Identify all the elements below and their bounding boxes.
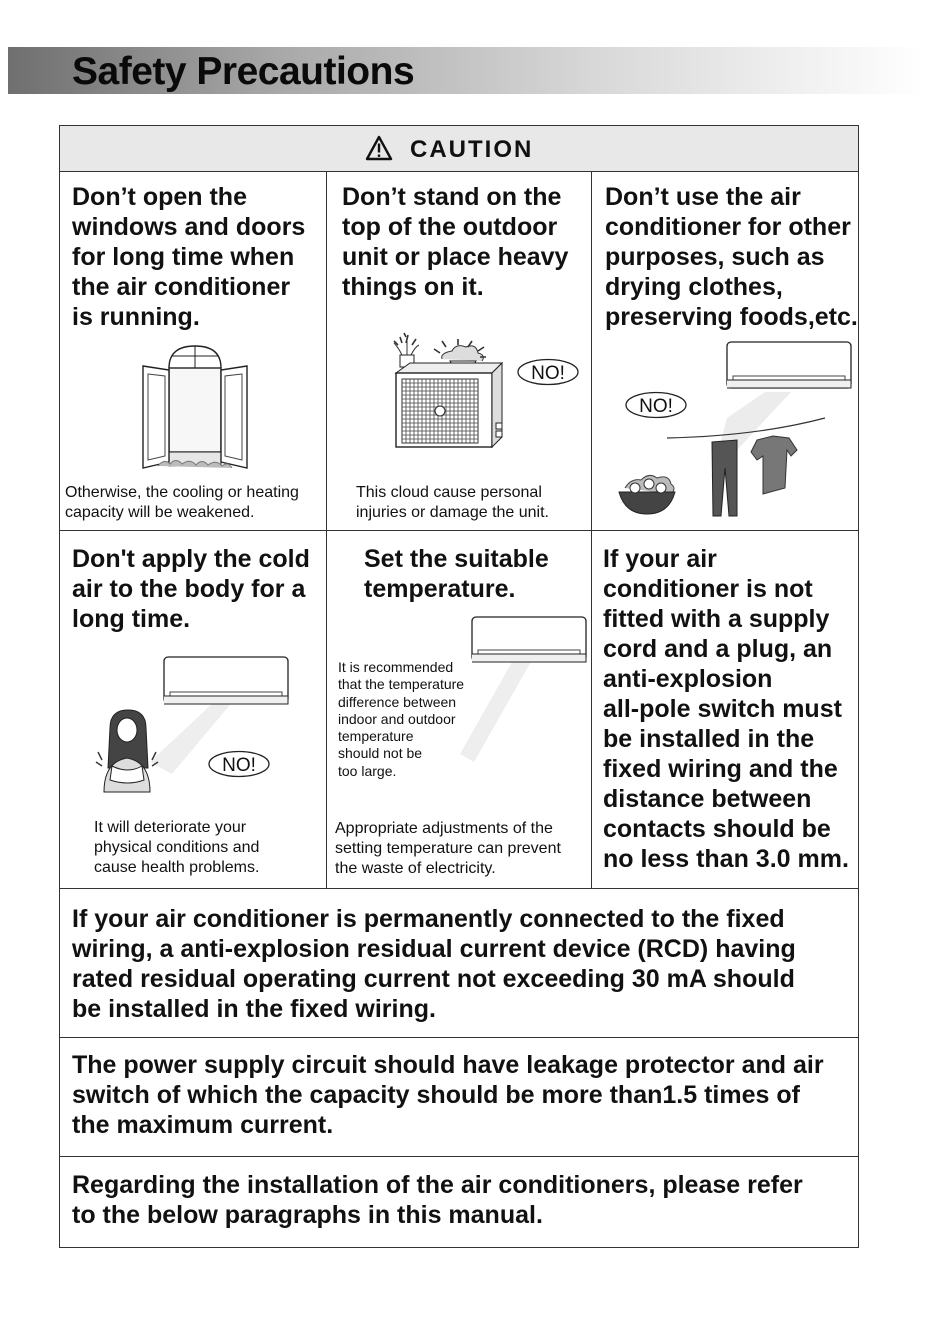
cell-title: Don’t open the windows and doors for long time when the air conditioner is running. xyxy=(72,183,306,331)
caution-table xyxy=(59,125,859,1248)
no-badge xyxy=(625,391,689,419)
power-supply-paragraph: The power supply circuit should have leakage protector and air switch of which the capacity should be more than1.5 times of the maximum current. xyxy=(72,1051,824,1139)
row-divider xyxy=(60,1156,858,1157)
cell-title: Don't apply the cold air to the body for a long time. xyxy=(72,545,310,633)
cell-title: If your air conditioner is not fitted with a supply cord and a plug, an anti-explosion all-pole switch must be installed in the fixed wiring and the distance between contacts should be no less than 3.0 mm. xyxy=(603,545,849,873)
caution-header xyxy=(60,126,858,172)
column-divider xyxy=(326,171,327,888)
no-badge-text: NO! xyxy=(222,755,256,776)
caution-label: CAUTION xyxy=(410,136,534,163)
cell-inset-note: It is recommended that the temperature difference between indoor and outdoor temperature should not be too large. xyxy=(338,659,465,779)
outdoor-unit-illustration xyxy=(388,331,512,453)
installation-reference-paragraph: Regarding the installation of the air conditioners, please refer to the below paragraphs in this manual. xyxy=(72,1171,803,1229)
rcd-paragraph: If your air conditioner is permanently connected to the fixed wiring, a anti-explosion residual current device (RCD) having rated residual operating current not exceeding 30 mA should be installed in the fixed wiring. xyxy=(72,905,796,1023)
column-divider xyxy=(591,171,592,888)
cell-title: Don’t use the air conditioner for other purposes, such as drying clothes, preserving foods,etc. xyxy=(605,183,858,331)
row-divider xyxy=(60,888,858,889)
indoor-unit-airflow-illustration xyxy=(460,614,590,764)
row-divider xyxy=(60,1037,858,1038)
cell-note: This cloud cause personal injuries or damage the unit. xyxy=(356,484,549,521)
cell-note: It will deteriorate your physical conditions and cause health problems. xyxy=(94,819,260,876)
page-title: Safety Precautions xyxy=(72,50,415,93)
cell-note: Otherwise, the cooling or heating capacity will be weakened. xyxy=(65,484,299,521)
no-badge xyxy=(517,358,581,386)
no-badge-text: NO! xyxy=(639,396,673,417)
no-badge-text: NO! xyxy=(531,363,565,384)
cell-note: Appropriate adjustments of the setting temperature can prevent the waste of electricity. xyxy=(335,820,561,877)
cell-title: Set the suitable temperature. xyxy=(364,545,549,603)
no-badge xyxy=(208,750,272,778)
drying-clothes-illustration xyxy=(615,338,855,520)
warning-triangle-icon xyxy=(366,135,392,161)
row-divider xyxy=(60,530,858,531)
open-window-illustration xyxy=(140,344,258,474)
cell-title: Don’t stand on the top of the outdoor unit or place heavy things on it. xyxy=(342,183,569,301)
